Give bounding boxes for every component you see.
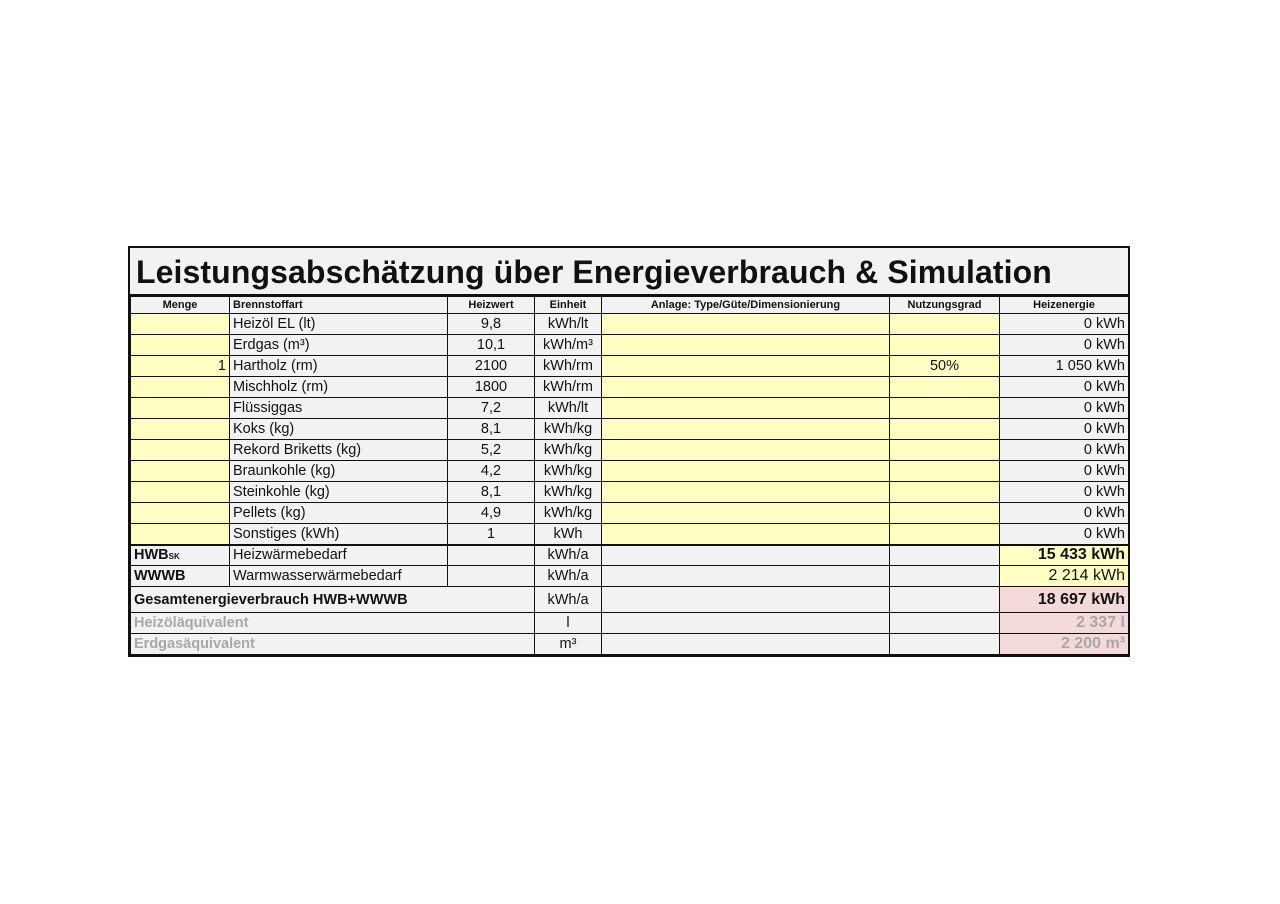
nutzungsgrad-cell[interactable] [890,524,1000,545]
wwwb-value[interactable]: 2 214 kWh [1000,566,1129,587]
fuel-name-cell: Rekord Briketts (kg) [230,440,448,461]
heizenergie-cell: 0 kWh [1000,377,1129,398]
einheit-cell: kWh/kg [535,440,602,461]
nutzungsgrad-cell[interactable] [890,335,1000,356]
erdgas-einheit: m³ [535,634,602,655]
heizwert-cell: 4,9 [448,503,535,524]
erdgas-row [131,634,1129,655]
einheit-cell: kWh/rm [535,356,602,377]
heizenergie-cell: 0 kWh [1000,398,1129,419]
heizenergie-cell: 1 050 kWh [1000,356,1129,377]
einheit-cell: kWh/lt [535,398,602,419]
heizoel-label: Heizöläquivalent [131,613,535,634]
heizoel-value: 2 337 l [1000,613,1129,634]
anlage-cell[interactable] [602,335,890,356]
nutzungsgrad-cell[interactable] [890,440,1000,461]
heizwert-cell: 10,1 [448,335,535,356]
header-nutzungsgrad: Nutzungsgrad [890,297,1000,314]
erdgas-anlage [602,634,890,655]
hwb-label-subscript: SK [168,552,180,562]
nutzungsgrad-cell[interactable] [890,461,1000,482]
heizenergie-cell: 0 kWh [1000,440,1129,461]
gesamt-einheit: kWh/a [535,587,602,613]
menge-cell[interactable] [131,503,230,524]
heizwert-cell: 7,2 [448,398,535,419]
menge-cell[interactable] [131,335,230,356]
heizwert-cell: 1800 [448,377,535,398]
menge-cell[interactable]: 1 [131,356,230,377]
einheit-cell: kWh/kg [535,461,602,482]
wwwb-label: WWWB [131,566,230,587]
menge-cell[interactable] [131,482,230,503]
header-heizwert: Heizwert [448,297,535,314]
fuel-row [131,314,1129,335]
heizwert-cell: 2100 [448,356,535,377]
fuel-row [131,440,1129,461]
anlage-cell[interactable] [602,440,890,461]
hwb-value[interactable]: 15 433 kWh [1000,545,1129,566]
gesamt-label: Gesamtenergieverbrauch HWB+WWWB [131,587,535,613]
header-einheit: Einheit [535,297,602,314]
fuel-name-cell: Sonstiges (kWh) [230,524,448,545]
wwwb-row [131,566,1129,587]
fuel-name-cell: Hartholz (rm) [230,356,448,377]
anlage-cell[interactable] [602,419,890,440]
wwwb-heizwert [448,566,535,587]
heizoel-einheit: l [535,613,602,634]
heizenergie-cell: 0 kWh [1000,503,1129,524]
einheit-cell: kWh/kg [535,419,602,440]
menge-cell[interactable] [131,461,230,482]
heizoel-row [131,613,1129,634]
erdgas-label: Erdgasäquivalent [131,634,535,655]
wwwb-desc: Warmwasserwärmebedarf [230,566,448,587]
fuel-row [131,377,1129,398]
erdgas-value: 2 200 m³ [1000,634,1129,655]
fuel-row [131,461,1129,482]
einheit-cell: kWh/rm [535,377,602,398]
fuel-row [131,524,1129,545]
hwb-label [131,545,230,566]
einheit-cell: kWh [535,524,602,545]
heizenergie-cell: 0 kWh [1000,335,1129,356]
fuel-name-cell: Flüssiggas [230,398,448,419]
header-anlage: Anlage: Type/Güte/Dimensionierung [602,297,890,314]
einheit-cell: kWh/kg [535,482,602,503]
fuel-name-cell: Koks (kg) [230,419,448,440]
gesamt-value: 18 697 kWh [1000,587,1129,613]
menge-cell[interactable] [131,524,230,545]
fuel-name-cell: Erdgas (m³) [230,335,448,356]
header-row [131,297,1129,314]
erdgas-nutzungsgrad [890,634,1000,655]
nutzungsgrad-cell[interactable] [890,377,1000,398]
anlage-cell[interactable] [602,503,890,524]
nutzungsgrad-cell[interactable] [890,482,1000,503]
gesamt-row [131,587,1129,613]
einheit-cell: kWh/lt [535,314,602,335]
heizwert-cell: 4,2 [448,461,535,482]
nutzungsgrad-cell[interactable] [890,503,1000,524]
heizoel-anlage [602,613,890,634]
anlage-cell[interactable] [602,377,890,398]
fuel-row [131,482,1129,503]
hwb-einheit: kWh/a [535,545,602,566]
wwwb-einheit: kWh/a [535,566,602,587]
anlage-cell[interactable] [602,524,890,545]
header-brennstoffart: Brennstoffart [230,297,448,314]
heizenergie-cell: 0 kWh [1000,419,1129,440]
sheet-title: Leistungsabschätzung über Energieverbrauch & Simulation [130,248,1128,296]
gesamt-nutzungsgrad [890,587,1000,613]
menge-cell[interactable] [131,377,230,398]
heizwert-cell: 1 [448,524,535,545]
heizwert-cell: 5,2 [448,440,535,461]
fuel-name-cell: Pellets (kg) [230,503,448,524]
fuel-row [131,419,1129,440]
heizwert-cell: 9,8 [448,314,535,335]
heizwert-cell: 8,1 [448,482,535,503]
hwb-desc: Heizwärmebedarf [230,545,448,566]
fuel-name-cell: Mischholz (rm) [230,377,448,398]
anlage-cell[interactable] [602,482,890,503]
hwb-nutzungsgrad [890,545,1000,566]
anlage-cell[interactable] [602,461,890,482]
heizenergie-cell: 0 kWh [1000,482,1129,503]
einheit-cell: kWh/kg [535,503,602,524]
fuel-name-cell: Heizöl EL (lt) [230,314,448,335]
heizenergie-cell: 0 kWh [1000,524,1129,545]
anlage-cell[interactable] [602,314,890,335]
wwwb-nutzungsgrad [890,566,1000,587]
fuel-rows [131,314,1129,545]
energy-estimate-sheet [128,246,1130,657]
fuel-name-cell: Braunkohle (kg) [230,461,448,482]
hwb-heizwert [448,545,535,566]
gesamt-anlage [602,587,890,613]
summary-rows [131,545,1129,655]
heizwert-cell: 8,1 [448,419,535,440]
header-menge: Menge [131,297,230,314]
einheit-cell: kWh/m³ [535,335,602,356]
wwwb-anlage [602,566,890,587]
menge-cell[interactable] [131,419,230,440]
hwb-anlage [602,545,890,566]
energy-table [130,296,1129,655]
heizenergie-cell: 0 kWh [1000,461,1129,482]
anlage-cell[interactable] [602,356,890,377]
menge-cell[interactable] [131,398,230,419]
hwb-row [131,545,1129,566]
nutzungsgrad-cell[interactable] [890,314,1000,335]
fuel-row [131,335,1129,356]
nutzungsgrad-cell[interactable] [890,398,1000,419]
menge-cell[interactable] [131,314,230,335]
heizenergie-cell: 0 kWh [1000,314,1129,335]
fuel-name-cell: Steinkohle (kg) [230,482,448,503]
fuel-row [131,356,1129,377]
fuel-row [131,503,1129,524]
header-heizenergie: Heizenergie [1000,297,1129,314]
anlage-cell[interactable] [602,398,890,419]
nutzungsgrad-cell[interactable] [890,419,1000,440]
hwb-label-text: HWB [134,547,169,564]
heizoel-nutzungsgrad [890,613,1000,634]
fuel-row [131,398,1129,419]
menge-cell[interactable] [131,440,230,461]
nutzungsgrad-cell[interactable]: 50% [890,356,1000,377]
